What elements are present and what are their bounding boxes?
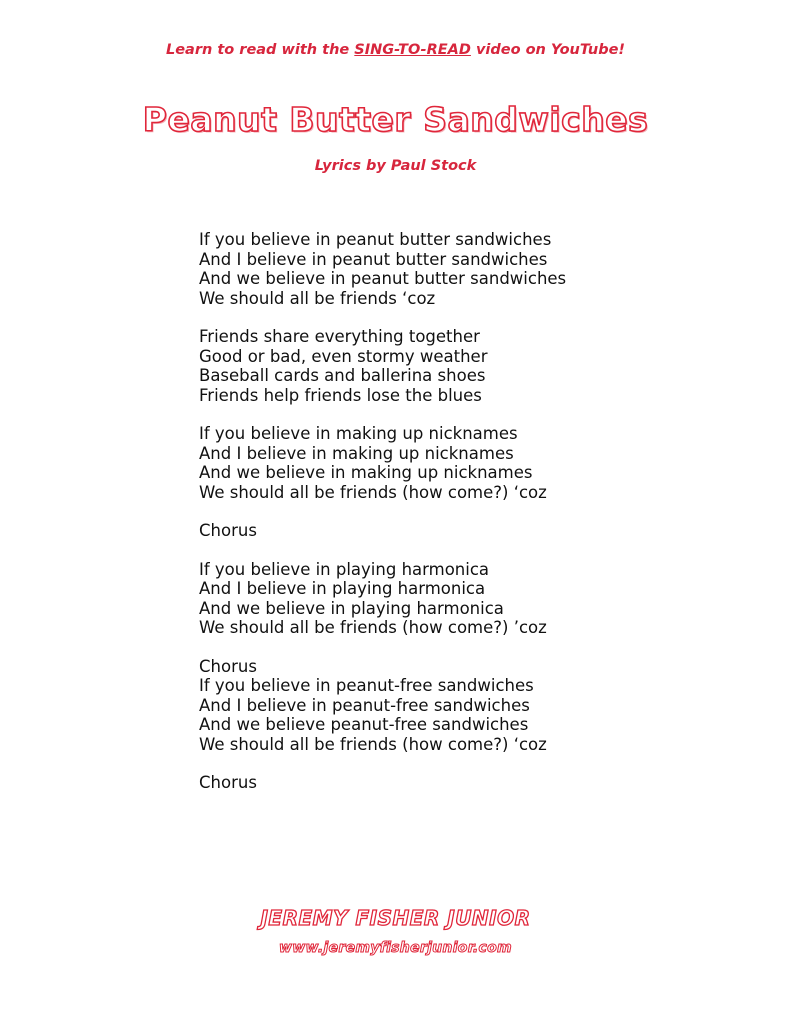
lyric-line: And I believe in peanut butter sandwiches xyxy=(199,249,548,269)
lyric-line: And I believe in making up nicknames xyxy=(199,443,514,463)
stanza-chorus-marker xyxy=(199,657,719,677)
stanza-verse-1 xyxy=(199,230,719,308)
song-title: Peanut Butter Sandwiches xyxy=(142,100,649,139)
promo-text-after: video on YouTube! xyxy=(470,42,626,58)
chorus-label: Chorus xyxy=(199,773,257,792)
lyric-line: Baseball cards and ballerina shoes xyxy=(199,366,486,385)
lyric-line: If you believe in playing harmonica xyxy=(199,559,490,579)
lyric-line: And I believe in peanut-free sandwiches xyxy=(199,695,530,715)
lyric-line: And we believe peanut-free sandwiches xyxy=(199,715,529,734)
lyric-line: We should all be friends (how come?) ‘coz xyxy=(199,482,547,502)
stanza-verse-4 xyxy=(199,676,719,754)
lyric-line: And we believe in playing harmonica xyxy=(199,598,504,618)
stanza-chorus-text xyxy=(199,327,719,405)
lyric-line: We should all be friends (how come?) ’coz xyxy=(199,618,547,637)
lyric-line: Friends share everything together xyxy=(199,327,480,346)
sing-to-read-link[interactable]: SING-TO-READ xyxy=(354,42,471,58)
lyric-line: And we believe in peanut butter sandwiches xyxy=(199,269,567,288)
lyric-line: And I believe in playing harmonica xyxy=(199,579,486,598)
stanza-verse-3 xyxy=(199,560,719,638)
lyric-line: We should all be friends ‘coz xyxy=(199,288,436,308)
lyrics-body xyxy=(199,230,719,812)
stanza-chorus-marker xyxy=(199,521,719,541)
chorus-label: Chorus xyxy=(199,656,257,676)
lyric-line: Good or bad, even stormy weather xyxy=(199,346,488,366)
stanza-chorus-marker xyxy=(199,773,719,793)
lyric-line: If you believe in peanut-free sandwiches xyxy=(199,676,534,695)
website-link[interactable]: www.jeremyfisherjunior.com xyxy=(279,940,512,956)
lyrics-byline: Lyrics by Paul Stock xyxy=(314,158,477,174)
lyric-line: And we believe in making up nicknames xyxy=(199,463,533,482)
lyric-line: Friends help friends lose the blues xyxy=(199,385,482,405)
stanza-verse-2 xyxy=(199,424,719,502)
chorus-label: Chorus xyxy=(199,521,257,540)
lyric-line: We should all be friends (how come?) ‘coz xyxy=(199,734,547,754)
promo-text-before: Learn to read with the xyxy=(165,42,355,58)
brand-logo: JEREMY FISHER JUNIOR xyxy=(260,906,531,930)
lyric-line: If you believe in peanut butter sandwiches xyxy=(199,230,552,249)
promo-banner xyxy=(0,42,791,58)
lyric-line: If you believe in making up nicknames xyxy=(199,424,518,443)
